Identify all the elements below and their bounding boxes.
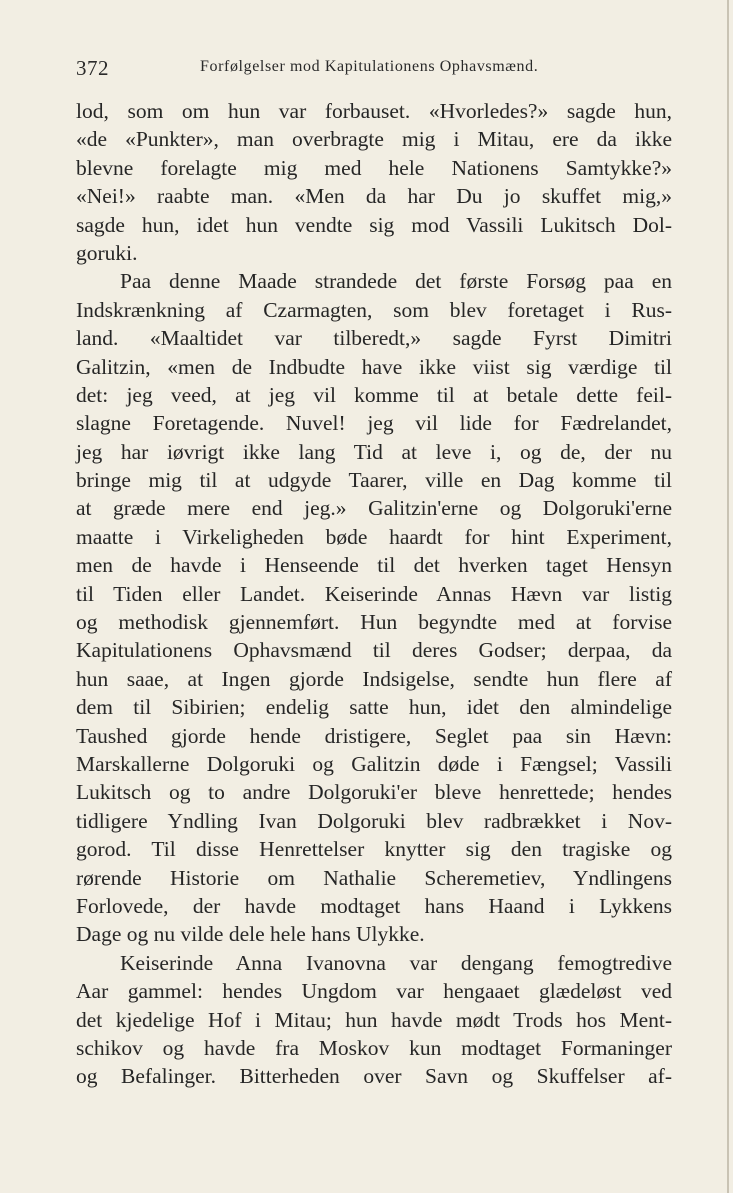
text-line: det kjedelige Hof i Mitau; hun havde mødt Trods hos Ment-: [76, 1007, 672, 1032]
text-line: bringe mig til at udgyde Taarer, ville en Dag komme til: [76, 468, 672, 493]
text-line: land. «Maaltidet var tilberedt,» sagde Fyrst Dimitri: [76, 326, 672, 351]
text-line: Marskallerne Dolgoruki og Galitzin døde i Fængsel; Vassili: [76, 751, 672, 776]
text-line: og methodisk gjennemført. Hun begyndte med at forvise: [76, 610, 672, 635]
text-line: til Tiden eller Landet. Keiserinde Annas Hævn var listig: [76, 581, 672, 606]
text-line: «Nei!» raabte man. «Men da har Du jo skuffet mig,»: [76, 184, 672, 209]
text-line: Dage og nu vilde dele hele hans Ulykke.: [76, 922, 425, 947]
text-line: sagde hun, idet hun vendte sig mod Vassili Lukitsch Dol-: [76, 212, 672, 237]
running-title: Forfølgelser mod Kapitulationens Ophavsmænd.: [200, 58, 539, 75]
text-line: schikov og havde fra Moskov kun modtaget Formaninger: [76, 1035, 672, 1060]
text-line: lod, som om hun var forbauset. «Hvorledes?» sagde hun,: [76, 99, 672, 123]
text-line: goruki.: [76, 240, 138, 265]
text-line: Keiserinde Anna Ivanovna var dengang femogtredive: [120, 950, 672, 975]
text-line: Taushed gjorde hende dristigere, Seglet paa sin Hævn:: [76, 723, 672, 748]
page-number: 372: [76, 56, 109, 80]
text-line: Galitzin, «men de Indbudte have ikke viist sig værdige til: [76, 354, 672, 379]
body-text: [76, 97, 672, 1091]
text-line: Kapitulationens Ophavsmænd til deres Godser; derpaa, da: [76, 638, 672, 663]
text-line: «de «Punkter», man overbragte mig i Mitau, ere da ikke: [76, 127, 672, 152]
text-line: dem til Sibirien; endelig satte hun, idet den almindelige: [76, 695, 672, 720]
text-line: at græde mere end jeg.» Galitzin'erne og Dolgoruki'erne: [76, 496, 672, 521]
text-line: maatte i Virkeligheden bøde haardt for hint Experiment,: [76, 524, 672, 549]
text-line: rørende Historie om Nathalie Scheremetiev, Yndlingens: [76, 865, 672, 890]
text-line: jeg har iøvrigt ikke lang Tid at leve i, og de, der nu: [76, 439, 672, 464]
page-header: [76, 52, 676, 82]
text-line: Paa denne Maade strandede det første Forsøg paa en: [120, 269, 672, 294]
text-line: men de havde i Henseende til det hverken taget Hensyn: [76, 553, 672, 578]
text-line: Aar gammel: hendes Ungdom var hengaaet glædeløst ved: [76, 979, 672, 1004]
text-line: tidligere Yndling Ivan Dolgoruki blev radbrækket i Nov-: [76, 808, 672, 833]
text-line: det: jeg veed, at jeg vil komme til at betale dette feil-: [76, 382, 672, 407]
text-line: hun saae, at Ingen gjorde Indsigelse, sendte hun flere af: [76, 666, 672, 691]
text-line: gorod. Til disse Henrettelser knytter sig den tragiske og: [76, 837, 672, 862]
text-line: Lukitsch og to andre Dolgoruki'er bleve henrettede; hendes: [76, 780, 672, 805]
text-line: og Befalinger. Bitterheden over Savn og Skuffelser af-: [76, 1064, 672, 1089]
text-line: Indskrænkning af Czarmagten, som blev foretaget i Rus-: [76, 297, 672, 322]
text-line: blevne forelagte mig med hele Nationens Samtykke?»: [76, 155, 672, 180]
page-edge-line: [727, 0, 729, 1193]
text-line: Forlovede, der havde modtaget hans Haand i Lykkens: [76, 893, 672, 918]
text-line: slagne Foretagende. Nuvel! jeg vil lide for Fædrelandet,: [76, 411, 672, 436]
